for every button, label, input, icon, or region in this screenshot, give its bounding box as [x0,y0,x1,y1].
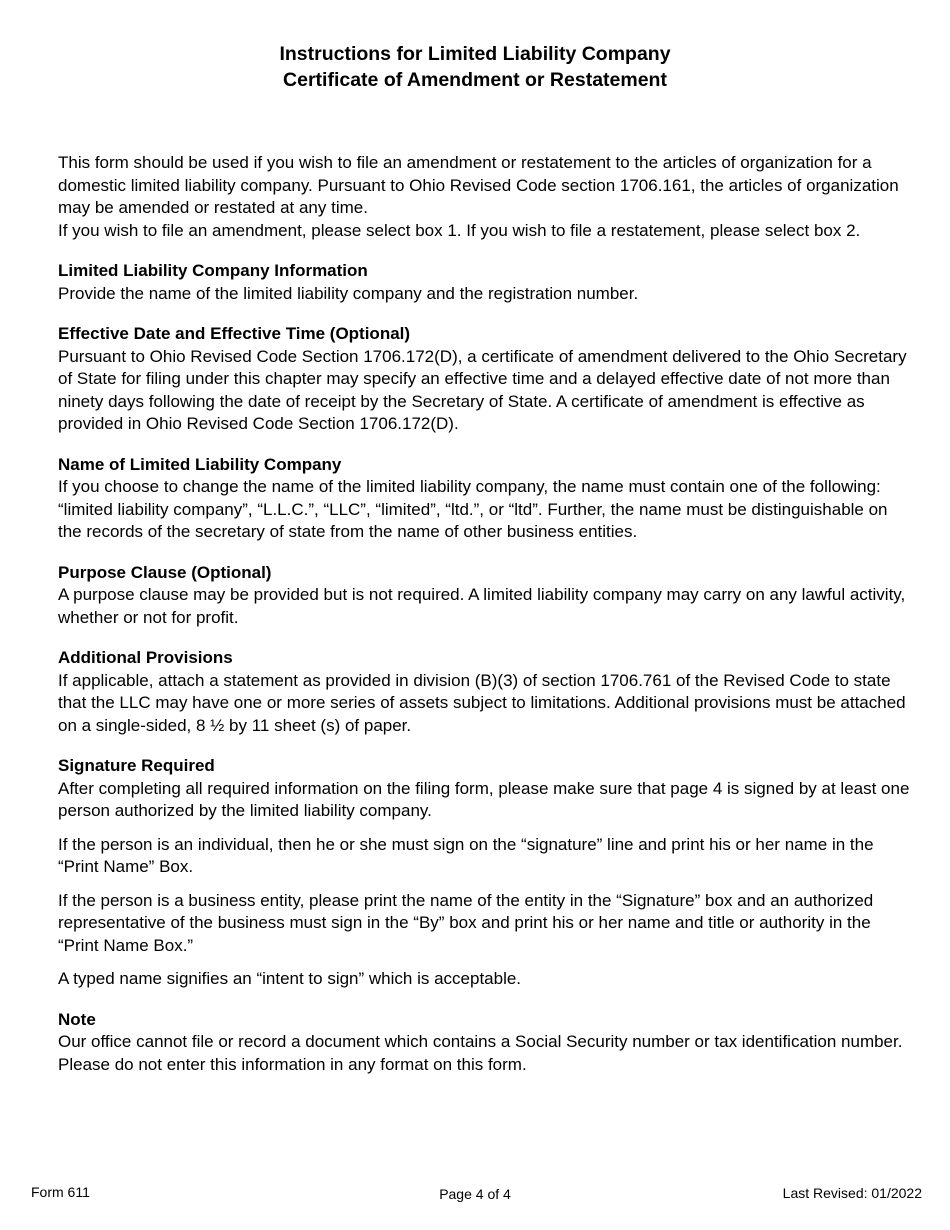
document-body [58,152,910,1076]
section-body: Pursuant to Ohio Revised Code Section 1706.172(D), a certificate of amendment delivered to the Ohio Secretary of State for filing under this chapter may specify an effective time and a delayed effective date of not more than ninety days following the date of receipt by the Secretary of State. A certificate of amendment is effective as provided in Ohio Revised Code Section 1706.172(D). [58,346,907,433]
last-revised: Last Revised: 01/2022 [782,1185,922,1201]
typed-name-paragraph: A typed name signifies an “intent to sign” which is acceptable. [58,969,522,988]
section-llc-information [58,260,910,305]
section-heading: Note [58,1009,96,1029]
section-heading: Name of Limited Liability Company [58,454,342,474]
section-body: If you choose to change the name of the limited liability company, the name must contain one of the following: “limited liability company”, “L.L.C.”, “LLC”, “limited”, “ltd.”, or “ltd”. Further, the name must be distinguishable on the records of the secretary of state from the name of other business entities. [58,477,888,541]
title-line-1: Instructions for Limited Liability Company [279,43,671,65]
section-note [58,1009,910,1077]
form-number: Form 611 [31,1184,90,1200]
section-body: Our office cannot file or record a document which contains a Social Security number or tax identification number. Please do not enter this information in any format on this form. [58,1032,903,1074]
page-number: Page 4 of 4 [439,1186,511,1202]
section-heading: Limited Liability Company Information [58,261,368,280]
section-heading: Effective Date and Effective Time (Optional) [58,324,411,343]
intro-instruction: If you wish to file an amendment, please select box 1. If you wish to file a restatement, please select box 2. [58,220,861,240]
signature-individual-paragraph: If the person is an individual, then he or she must sign on the “signature” line and print his or her name in the “Print Name” Box. [58,834,874,876]
section-body: If applicable, attach a statement as provided in division (B)(3) of section 1706.761 of the Revised Code to state that the LLC may have one or more series of assets subject to limitations. Additional provisions must be attached on a single-sided, 8 ½ by 11 sheet (s) of paper. [58,670,906,735]
signature-business-entity-paragraph: If the person is a business entity, please print the name of the entity in the “Signature” box and an authorized representative of the business must sign in the “By” box and print his or her name and title or authority in the “Print Name Box.” [58,890,874,955]
section-heading: Purpose Clause (Optional) [58,562,272,582]
section-signature-required [58,755,910,991]
section-name-of-llc [58,454,910,544]
section-effective-date [58,323,910,436]
section-purpose-clause [58,562,910,630]
intro-paragraph: This form should be used if you wish to file an amendment or restatement to the articles of organization for a domestic limited liability company. Pursuant to Ohio Revised Code section 1706.161, the articles of organization may be amended or restated at any time. [58,153,899,217]
title-line-2: Certificate of Amendment or Restatement [283,69,667,91]
section-heading: Signature Required [58,756,215,775]
document-title [0,41,950,93]
section-heading: Additional Provisions [58,648,233,667]
section-body: A purpose clause may be provided but is not required. A limited liability company may carry on any lawful activity, whether or not for profit. [58,585,906,627]
section-body: After completing all required information on the filing form, please make sure that page 4 is signed by at least one person authorized by the limited liability company. [58,778,910,820]
section-additional-provisions [58,647,910,737]
section-body: Provide the name of the limited liability company and the registration number. [58,283,639,303]
